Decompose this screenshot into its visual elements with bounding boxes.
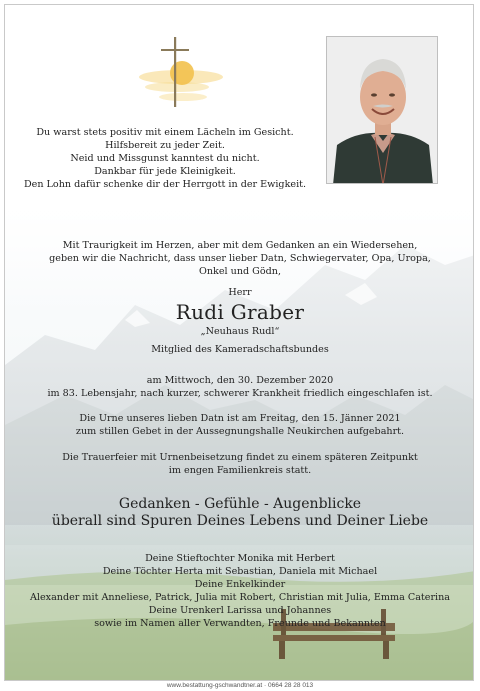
honorific: Herr (228, 287, 252, 298)
cross-sun-icon (127, 35, 237, 115)
deceased-nickname: „Neuhaus Rudl“ (200, 326, 280, 337)
verse-line: Den Lohn dafür schenke dir der Herrgott in der Ewigkeit. (23, 179, 307, 190)
urn-notice (5, 412, 474, 438)
memorial-quote (5, 496, 474, 530)
death-line: am Mittwoch, den 30. Dezember 2020 (146, 375, 334, 386)
funeral-line: Die Trauerfeier mit Urnenbeisetzung findet zu einem späteren Zeitpunkt (62, 452, 418, 463)
intro-line: geben wir die Nachricht, dass unser lieber Datn, Schwiegervater, Opa, Uropa, (49, 253, 431, 264)
verse-line: Dankbar für jede Kleinigkeit. (94, 166, 236, 177)
obituary-card (4, 4, 474, 681)
intro-line: Onkel und Gödn, (198, 266, 281, 277)
family-line: Deine Stieftochter Monika mit Herbert (145, 553, 335, 564)
quote-line: Gedanken - Gefühle - Augenblicke (118, 496, 362, 512)
quote-line: überall sind Spuren Deines Lebens und Deiner Liebe (51, 513, 429, 529)
deceased-name: Rudi Graber (175, 300, 305, 324)
verse-line: Du warst stets positiv mit einem Lächeln im Gesicht. (36, 127, 294, 138)
verse-line: Hilfsbereit zu jeder Zeit. (105, 140, 225, 151)
family-line: Deine Enkelkinder (194, 579, 286, 590)
announcement-intro (5, 239, 474, 278)
family-line: Deine Urenkerl Larissa und Johannes (148, 605, 332, 616)
portrait-photo (326, 36, 438, 184)
intro-line: Mit Traurigkeit im Herzen, aber mit dem Gedanken an ein Wiedersehen, (62, 240, 418, 251)
family-line: Alexander mit Anneliese, Patrick, Julia mit Robert, Christian mit Julia, Emma Caterina (29, 592, 451, 603)
family-line: sowie im Namen aller Verwandten, Freunde und Bekannten (94, 618, 386, 629)
urn-line: Die Urne unseres lieben Datn ist am Freitag, den 15. Jänner 2021 (79, 413, 401, 424)
funeral-line: im engen Familienkreis statt. (168, 465, 312, 476)
death-notice (5, 374, 474, 400)
funeral-notice (5, 451, 474, 477)
family-list (5, 552, 474, 630)
death-line: im 83. Lebensjahr, nach kurzer, schwerer Krankheit friedlich eingeschlafen ist. (47, 388, 433, 399)
membership: Mitglied des Kameradschaftsbundes (151, 344, 329, 355)
urn-line: zum stillen Gebet in der Aussegnungshalle Neukirchen aufgebahrt. (75, 426, 405, 437)
memorial-verse (5, 126, 325, 191)
verse-line: Neid und Missgunst kanntest du nicht. (70, 153, 260, 164)
family-line: Deine Töchter Herta mit Sebastian, Daniela mit Michael (102, 566, 378, 577)
footer-contact: www.bestattung-gschwandtner.at · 0664 28 28 013 (166, 682, 314, 689)
